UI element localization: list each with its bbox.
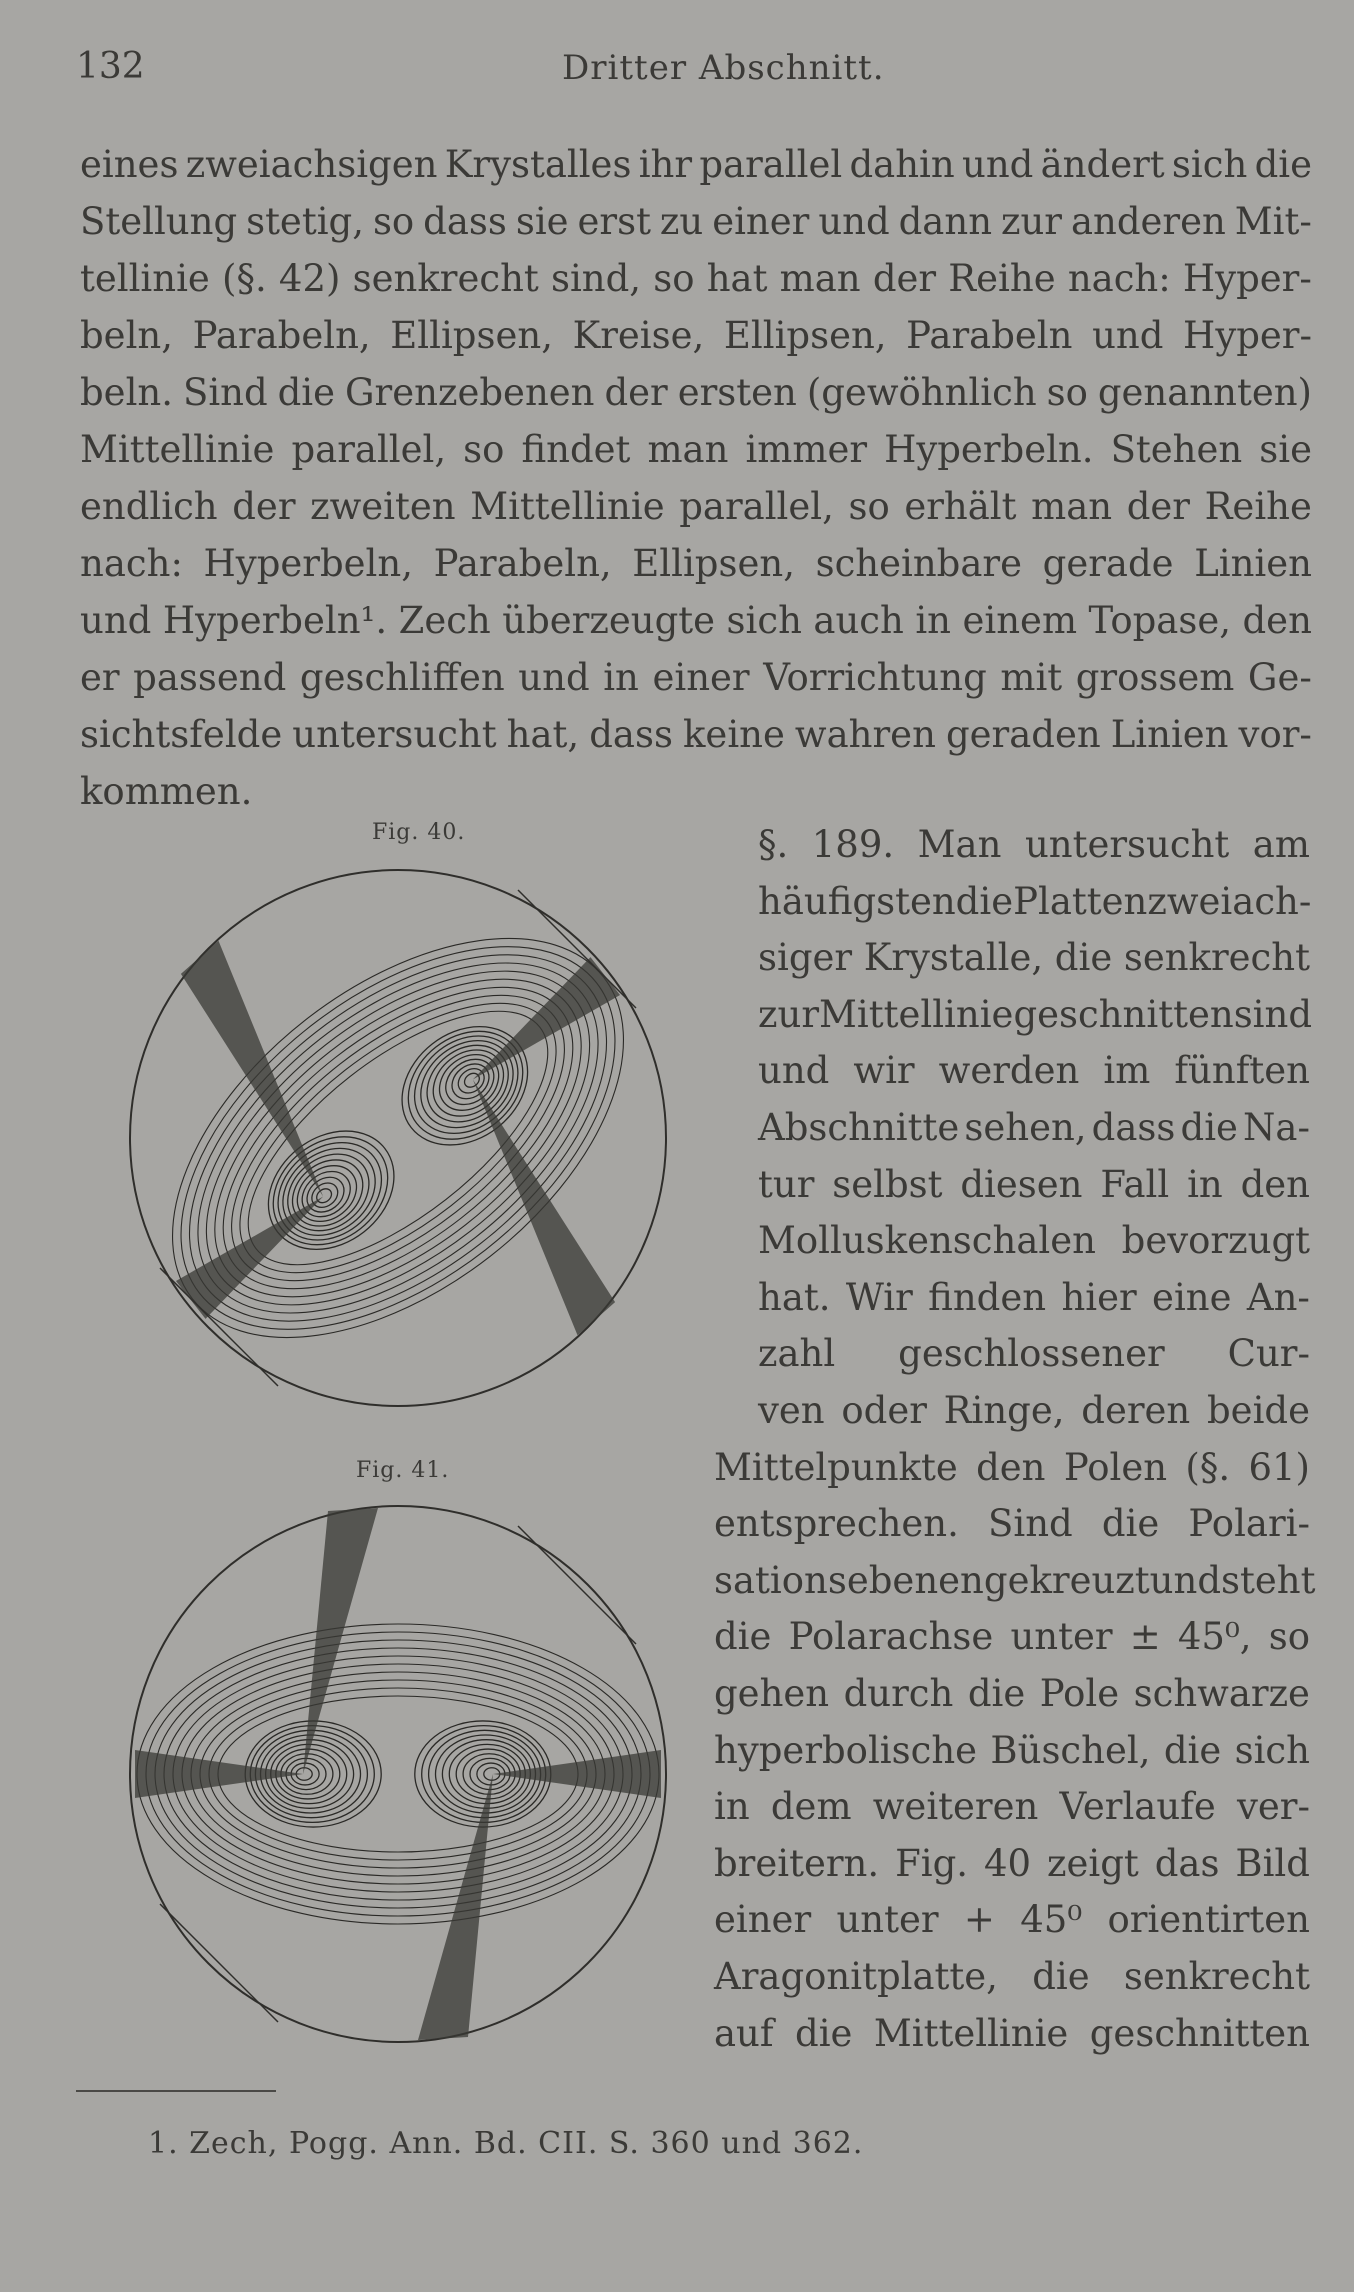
column-text-line: in dem weiteren Verlaufe ver-: [714, 1785, 1310, 1829]
isogyre-brush: [458, 957, 620, 1098]
footnote: 1. Zech, Pogg. Ann. Bd. CII. S. 360 und 362.: [148, 2126, 864, 2161]
outer-curve: [196, 954, 600, 1322]
column-text-line: zur Mittellinie geschnitten sind: [758, 992, 1313, 1036]
column-text-line: Mittelpunkte den Polen (§. 61): [714, 1445, 1310, 1489]
figure-41-caption: Fig. 41.: [356, 1458, 450, 1483]
text-line: kommen.: [80, 770, 253, 813]
edge-line: [518, 1526, 636, 1644]
figure-40-interference-pattern: [118, 858, 678, 1418]
footnote-rule: [76, 2090, 276, 2092]
column-text-line: auf die Mittellinie geschnitten: [714, 2011, 1310, 2055]
fig41-pattern: [135, 1508, 661, 2040]
text-line: er passend geschliffen und in einer Vorrichtung mit grossem Ge-: [80, 656, 1312, 699]
text-line: beln. Sind die Grenzebenen der ersten (gewöhnlich so genannten): [80, 371, 1312, 414]
outer-curve: [118, 859, 678, 1417]
text-line: eines zweiachsigen Krystalles ihr parallel dahin und ändert sich die: [80, 143, 1312, 186]
column-text-line: ven oder Ringe, deren beide: [758, 1389, 1310, 1432]
column-text-line: die Polarachse unter ± 45⁰, so: [714, 1615, 1310, 1659]
text-line: sichtsfelde untersucht hat, dass keine wahren geraden Linien vor-: [80, 713, 1312, 756]
column-text-line: Aragonitplatte, die senkrecht: [714, 1955, 1310, 1998]
column-text-line: häufigsten die Platten zweiach-: [758, 879, 1312, 923]
column-text-line: hat. Wir finden hier eine An-: [758, 1275, 1310, 1319]
column-text-line: tur selbst diesen Fall in den: [758, 1162, 1310, 1206]
column-text-line: und wir werden im fünften: [758, 1049, 1310, 1093]
text-line: tellinie (§. 42) senkrecht sind, so hat man der Reihe nach: Hyper-: [80, 257, 1312, 300]
text-line: beln, Parabeln, Ellipsen, Kreise, Ellipsen, Parabeln und Hyper-: [80, 314, 1312, 357]
column-text-line: hyperbolische Büschel, die sich: [714, 1728, 1310, 1772]
column-text-line: gehen durch die Pole schwarze: [714, 1672, 1310, 1715]
page-number: 132: [76, 46, 145, 87]
outer-curve: [172, 930, 624, 1346]
column-text-line: Molluskenschalen bevorzugt: [758, 1219, 1310, 1263]
isogyre-brush: [176, 1178, 338, 1319]
text-line: Mittellinie parallel, so findet man immer Hyperbeln. Stehen sie: [80, 428, 1312, 471]
column-text-line: breitern. Fig. 40 zeigt das Bild: [714, 1841, 1310, 1885]
running-head: [76, 46, 1294, 96]
text-line: nach: Hyperbeln, Parabeln, Ellipsen, scheinbare gerade Linien: [80, 542, 1312, 585]
column-text-line: entsprechen. Sind die Polari-: [714, 1502, 1310, 1546]
column-text-line: einer unter + 45⁰ orientirten: [714, 1898, 1310, 1942]
column-text-line: Abschnitte sehen, dass die Na-: [758, 1106, 1310, 1149]
text-line: endlich der zweiten Mittellinie parallel, so erhält man der Reihe: [80, 485, 1312, 528]
column-text-line: siger Krystalle, die senkrecht: [758, 936, 1310, 980]
fig40-pattern: [118, 858, 678, 1418]
column-text-line: §. 189. Man untersucht am: [758, 823, 1310, 866]
isogyre-brush: [159, 941, 382, 1197]
column-text-line: sationsebenen gekreuzt und steht: [714, 1558, 1316, 1602]
text-line: und Hyperbeln¹. Zech überzeugte sich auch in einem Topase, den: [80, 599, 1312, 642]
edge-line: [160, 1904, 278, 2022]
isogyre-brush: [414, 1080, 637, 1336]
column-text-line: zahl geschlossener Cur-: [758, 1332, 1310, 1376]
running-title: Dritter Abschnitt.: [562, 48, 885, 88]
figure-41-interference-pattern: [118, 1494, 678, 2054]
figure-40-caption: Fig. 40.: [372, 820, 466, 845]
text-line: Stellung stetig, so dass sie erst zu einer und dann zur anderen Mit-: [80, 200, 1312, 243]
